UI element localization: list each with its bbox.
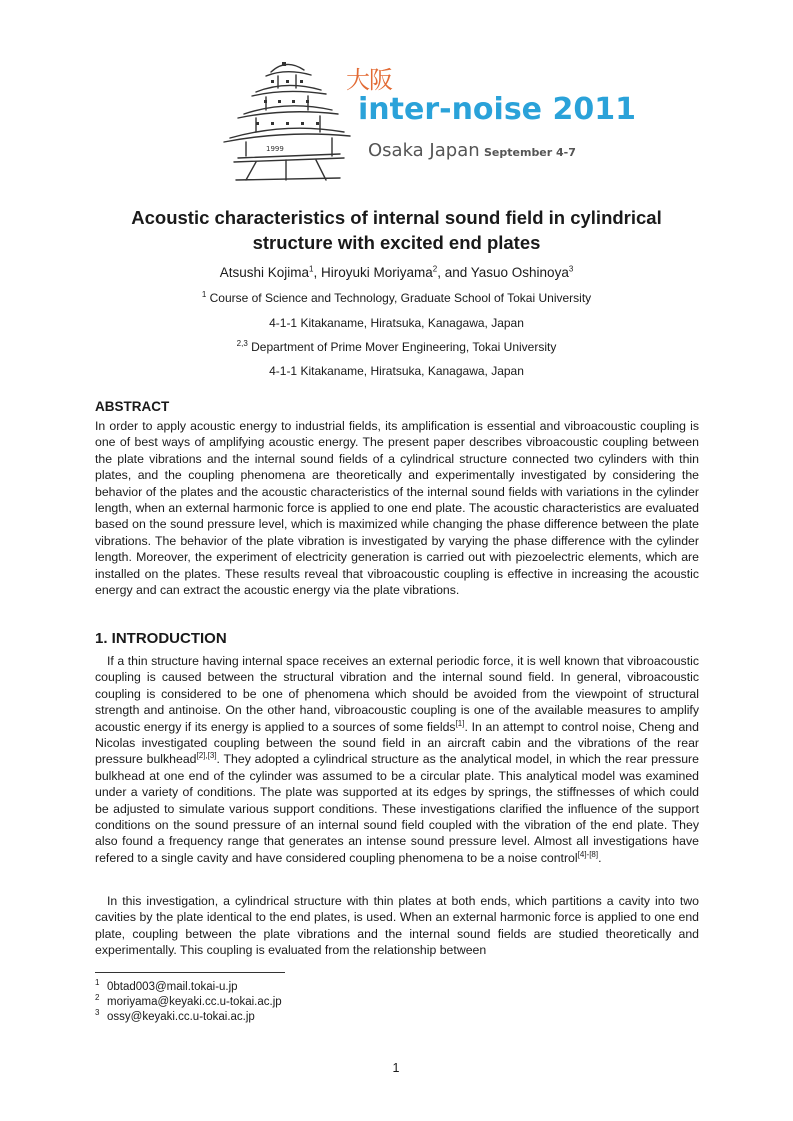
paragraph-text: . In an attempt to control noise, Cheng and Nicolas investigated coupling between the sound field in an aircraft cabin and the vibrations of the rear pressure bulkhead xyxy=(95,719,699,767)
page-number: 1 xyxy=(392,1061,400,1075)
introduction-paragraph-1 xyxy=(95,653,699,866)
paper-title xyxy=(60,205,733,255)
author-mark: 2 xyxy=(432,264,438,274)
author-mark: 1 xyxy=(309,264,314,274)
paragraph-text: . xyxy=(598,850,602,865)
citation: [2],[3] xyxy=(196,751,217,761)
conference-logo xyxy=(216,50,636,190)
footnote-email[interactable]: ossy@keyaki.cc.u-tokai.ac.jp xyxy=(107,1011,255,1023)
footnote-email[interactable]: 0btad003@mail.tokai-u.jp xyxy=(107,981,238,993)
footnotes xyxy=(95,980,282,1025)
affiliation-mark: 2,3 xyxy=(236,339,248,348)
title-line-2: structure with excited end plates xyxy=(252,232,541,253)
author-name: Atsushi Kojima xyxy=(219,265,310,280)
affiliation-1-address xyxy=(60,316,733,330)
affiliation-text: 4-1-1 Kitakaname, Hiratsuka, Kanagawa, Japan xyxy=(269,316,524,330)
citation: [4]-[8] xyxy=(577,849,599,859)
event-name: inter-noise 2011 xyxy=(358,92,636,127)
introduction-paragraph-2: In this investigation, a cylindrical structure with thin plates at both ends, which partitions a cavity into two cavities by the plate identical to the end plates, is used. When an external harmonic force is applied to one end plate, coupling between the plate vibrations and the internal sound fields are studied theoretically and experimentally. This coupling is evaluated from the relationship between xyxy=(95,894,699,958)
author-separator: , xyxy=(313,265,321,280)
title-line-1: Acoustic characteristics of internal sound field in cylindrical xyxy=(131,207,662,228)
footnote-email[interactable]: moriyama@keyaki.cc.u-tokai.ac.jp xyxy=(107,996,282,1008)
affiliation-text: Department of Prime Mover Engineering, Tokai University xyxy=(251,340,557,354)
affiliation-text: Course of Science and Technology, Graduate School of Tokai University xyxy=(209,291,592,305)
affiliation-mark: 1 xyxy=(201,290,207,299)
paragraph-text: If a thin structure having internal space receives an external periodic force, it is well known that vibroacoustic coupling is caused between the structural vibration and the internal sound field. In general, vibroacoustic coupling is considered to be one of phenomena which should be avoided from the viewpoint of structural strength and antinoise. On the other hand, vibroacoustic coupling is one of the available measures to amplify acoustic energy if its energy is applied to a sources of some fields xyxy=(95,654,699,734)
footnote-divider xyxy=(95,972,285,973)
affiliation-2-address xyxy=(60,364,733,378)
footnote: 3 ossy@keyaki.cc.u-tokai.ac.jp xyxy=(95,1008,255,1023)
castle-year: 1999 xyxy=(266,145,284,153)
footnote: 2 moriyama@keyaki.cc.u-tokai.ac.jp xyxy=(95,993,282,1008)
abstract-heading: ABSTRACT xyxy=(95,399,170,414)
author-name: Yasuo Oshinoya xyxy=(470,265,569,280)
introduction-heading: 1. INTRODUCTION xyxy=(95,630,227,647)
citation: [1] xyxy=(455,718,465,728)
event-dates: September 4-7 xyxy=(484,146,576,159)
logo-kanji: 大阪 xyxy=(346,66,392,94)
author-mark: 3 xyxy=(568,264,574,274)
affiliation-1 xyxy=(60,291,733,305)
author-name: Hiroyuki Moriyama xyxy=(320,265,433,280)
footnote: 1 0btad003@mail.tokai-u.jp xyxy=(95,978,238,993)
author-separator: , and xyxy=(437,265,471,280)
event-location: Osaka Japan xyxy=(368,140,480,161)
affiliation-2 xyxy=(60,340,733,354)
abstract-text: In order to apply acoustic energy to industrial fields, its amplification is essential and vibroacoustic coupling is one of best ways of amplifying acoustic energy. The present paper describes vibroacoustic coupling between the plate vibrations and the internal sound fields of a cylindrical structure connected two cylinders with thin plates, and the coupling phenomena are theoretically and experimentally investigated by considering the behavior of the plates and the acoustic characteristics of the internal sound fields with variations in the cylinder length, when an external harmonic force is applied to one end plate. The acoustic characteristics are evaluated based on the sound pressure level, which is maximized while changing the phase difference between the plate vibrations. The behavior of the plate vibration is investigated by varying the phase difference with the cylinder length. Moreover, the experiment of electricity generation is carried out with piezoelectric elements, which are installed on the plates. These results reveal that vibroacoustic coupling is effective in increasing the acoustic energy and can extract the acoustic energy via the plate vibrations. xyxy=(95,419,699,598)
paragraph-text: . They adopted a cylindrical structure as the analytical model, in which the rear pressure bulkhead at one end of the cylinder was assumed to be a circular plate. This analytical model was examined under a variety of conditions. The plate was supported at its edges by springs, the stiffnesses of which could be adjusted to simulate various support conditions. These investigations clarified the influence of the support conditions on the sound pressure of an internal sound field coupled with the vibration of the end plate. They also found a frequency range that generates an intense sound pressure level. Almost all investigations have refered to a single cavity and have considered coupling phenomena to be a noise control xyxy=(95,752,699,865)
affiliation-text: 4-1-1 Kitakaname, Hiratsuka, Kanagawa, Japan xyxy=(269,364,524,378)
osaka-castle-drawing xyxy=(216,50,356,190)
author-list xyxy=(60,265,733,280)
